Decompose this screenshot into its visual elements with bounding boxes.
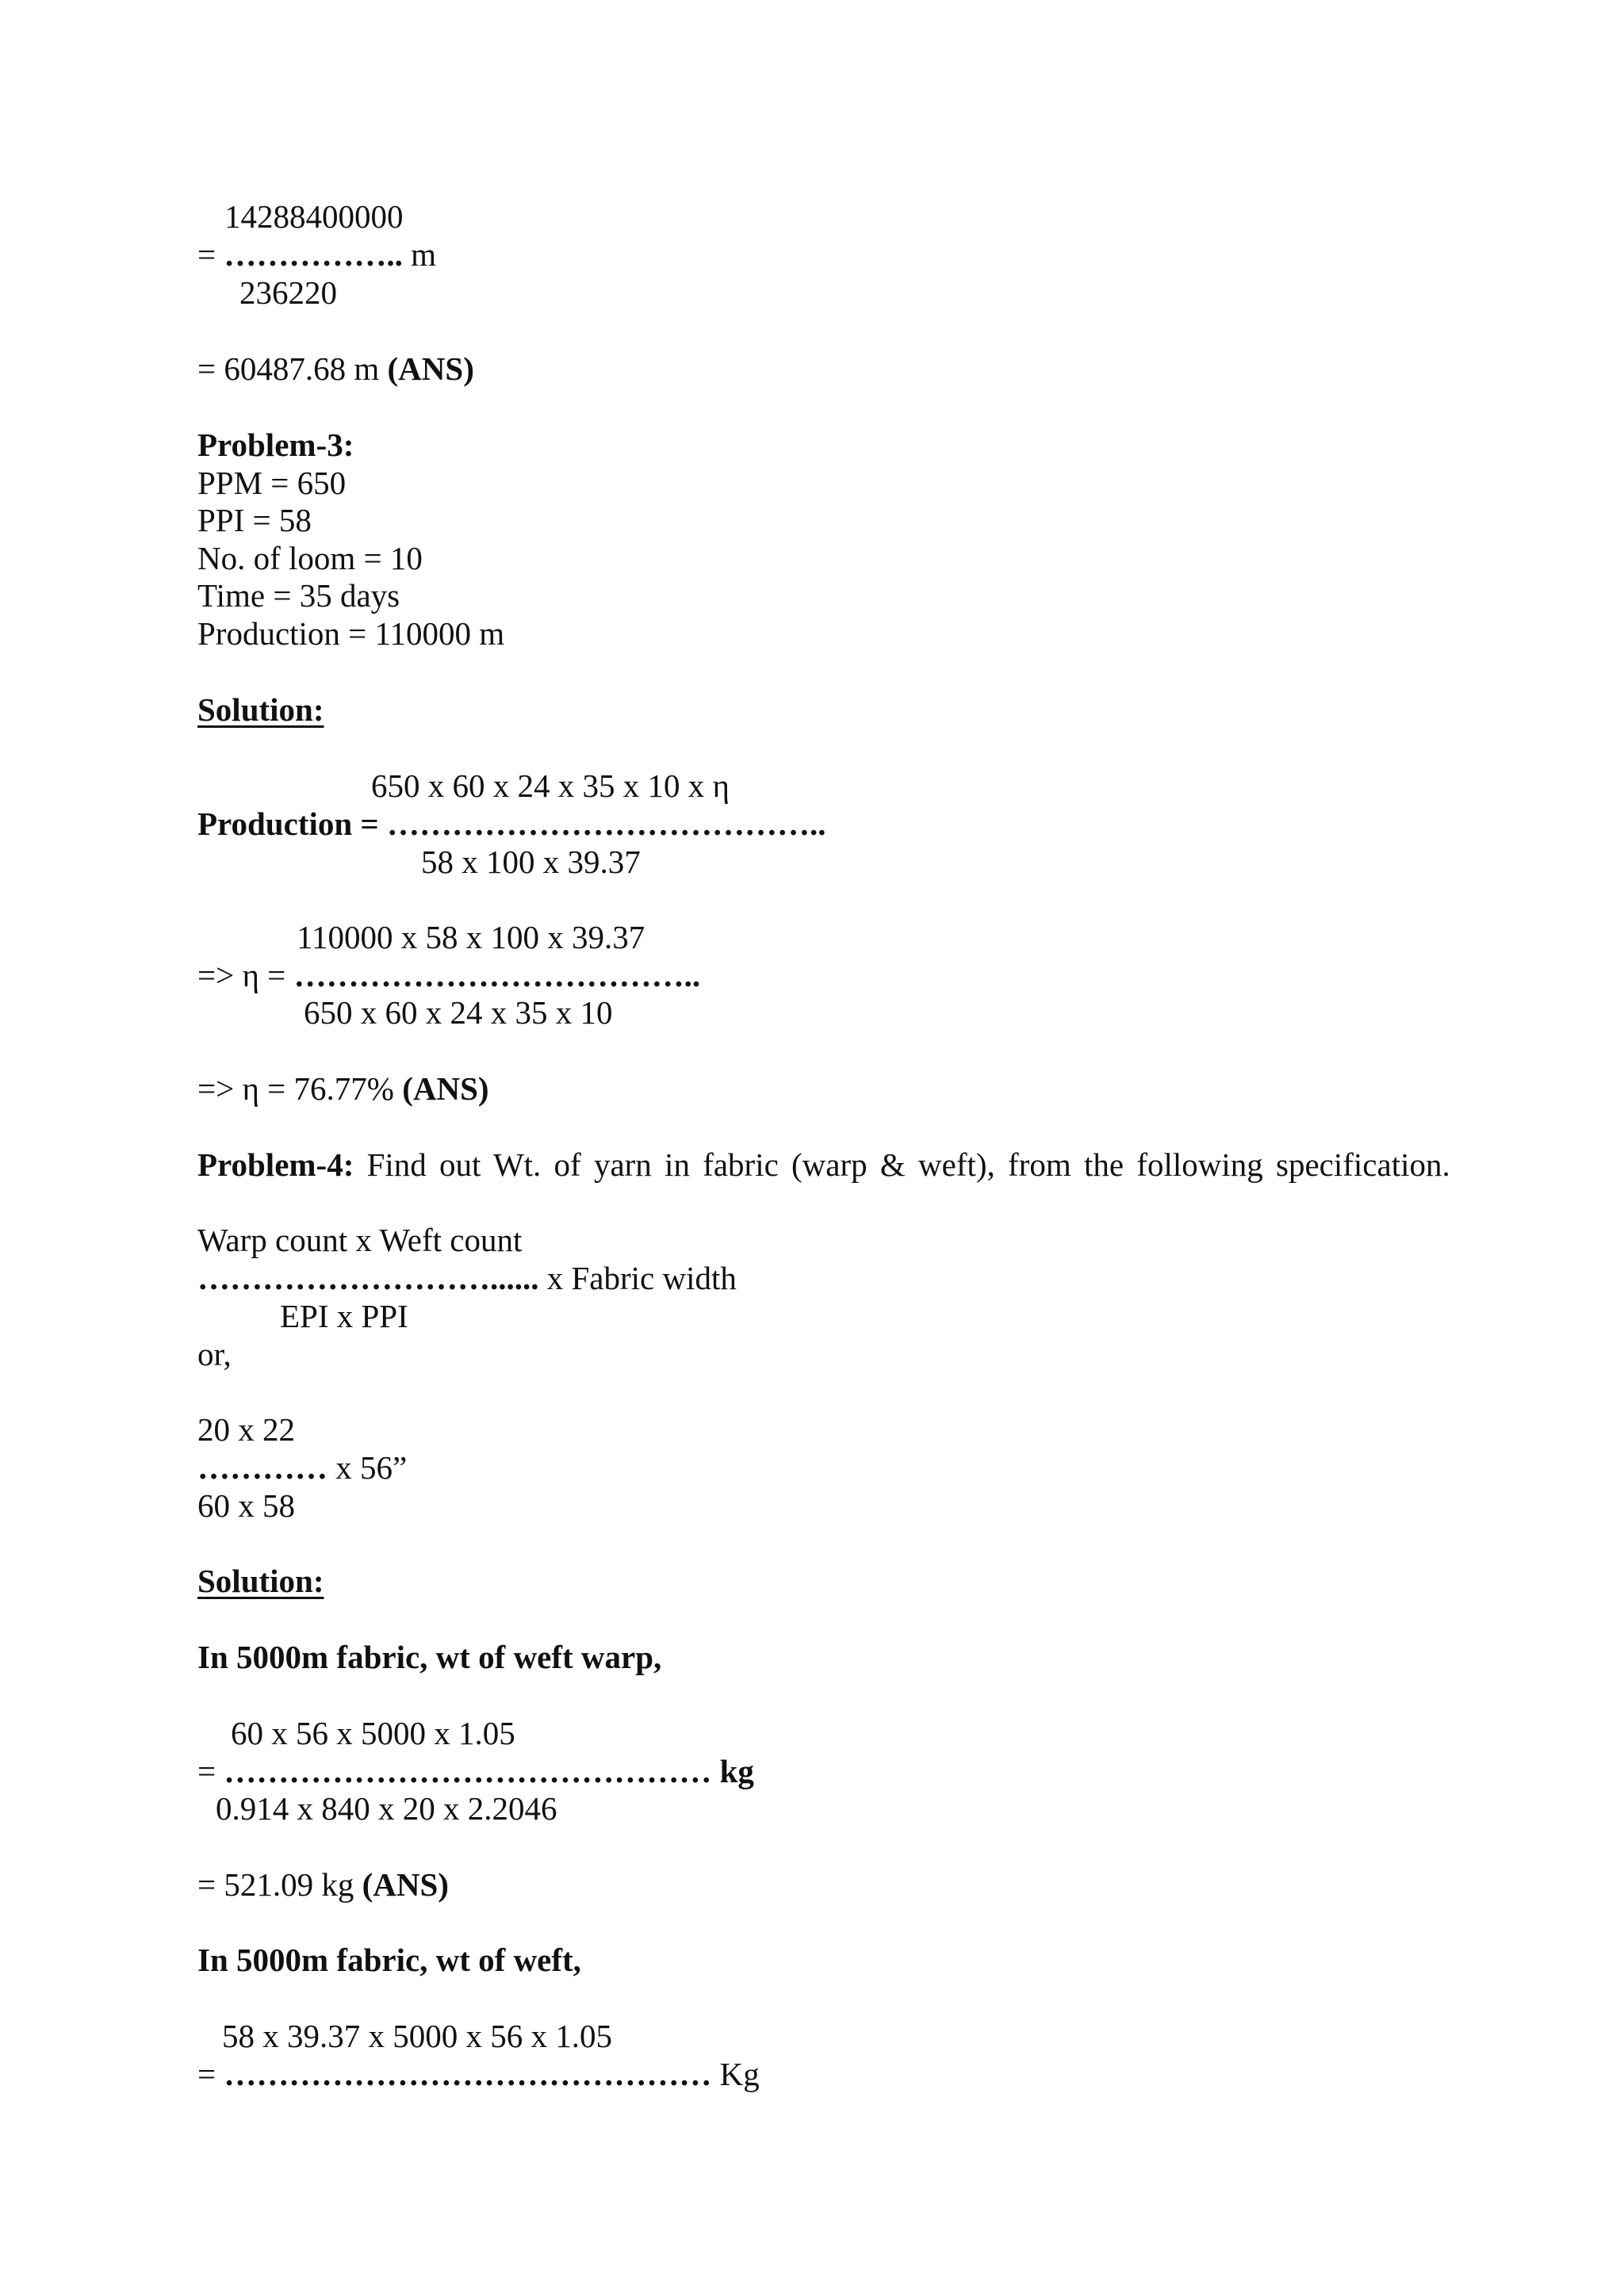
p3-eta-result-value: => η = 76.77% bbox=[197, 1070, 394, 1107]
p3-prod-denominator: 58 x 100 x 39.37 bbox=[421, 844, 641, 880]
p4-weft-heading: In 5000m fabric, wt of weft, bbox=[197, 1942, 581, 1978]
p4-spec-denominator: 60 x 58 bbox=[197, 1487, 295, 1524]
p3-eta-dots: ……………………………….. bbox=[293, 957, 701, 993]
problem4-line bbox=[197, 1146, 1450, 1184]
p4-warp-dots: ……………………………………… kg bbox=[224, 1753, 754, 1789]
p2-fraction-line bbox=[197, 235, 436, 274]
p2-result bbox=[197, 350, 474, 388]
p4-weft-numerator: 58 x 39.37 x 5000 x 56 x 1.05 bbox=[222, 2018, 612, 2054]
p4-warp-line bbox=[197, 1752, 754, 1790]
p4-warp-denominator: 0.914 x 840 x 20 x 2.2046 bbox=[216, 1790, 557, 1827]
p3-prod-numerator: 650 x 60 x 24 x 35 x 10 x η bbox=[371, 767, 730, 804]
p4-warp-heading: In 5000m fabric, wt of weft warp, bbox=[197, 1639, 662, 1675]
p4-spec-dots: ………… bbox=[197, 1449, 327, 1486]
p2-result-ans: (ANS) bbox=[387, 350, 474, 387]
p3-prod-label: Production = bbox=[197, 806, 388, 842]
p4-spec-line bbox=[197, 1448, 407, 1487]
p2-dots: …………….. bbox=[224, 236, 403, 273]
p4-warp-numerator: 60 x 56 x 5000 x 1.05 bbox=[231, 1715, 515, 1751]
p3-prod-line bbox=[197, 805, 826, 843]
p4-solution-heading: Solution: bbox=[197, 1563, 324, 1599]
p4-formula-line bbox=[197, 1259, 737, 1297]
p3-given-production: Production = 110000 m bbox=[197, 615, 505, 652]
p4-warp-result bbox=[197, 1866, 449, 1904]
p3-eta-line bbox=[197, 956, 700, 994]
p4-weft-line bbox=[197, 2055, 760, 2093]
p2-numerator: 14288400000 bbox=[224, 198, 404, 235]
p4-warp-result-value: = 521.09 kg bbox=[197, 1866, 354, 1903]
p3-eta-numerator: 110000 x 58 x 100 x 39.37 bbox=[297, 919, 645, 955]
p3-eta-denominator: 650 x 60 x 24 x 35 x 10 bbox=[304, 994, 613, 1031]
p4-weft-unit: Kg bbox=[711, 2056, 760, 2092]
p3-given-ppm: PPM = 650 bbox=[197, 465, 347, 501]
p3-eta-result-ans: (ANS) bbox=[402, 1070, 489, 1107]
p2-unit: m bbox=[411, 236, 437, 273]
problem4-statement: Find out Wt. of yarn in fabric (warp & weft), from the following specification. bbox=[366, 1146, 1450, 1183]
p4-formula-denominator: EPI x PPI bbox=[280, 1298, 408, 1334]
p4-formula-numerator: Warp count x Weft count bbox=[197, 1222, 523, 1258]
problem3-heading: Problem-3: bbox=[197, 427, 354, 463]
problem4-heading: Problem-4: bbox=[197, 1146, 354, 1183]
p3-given-time: Time = 35 days bbox=[197, 577, 400, 614]
p4-weft-dots: ……………………………………… bbox=[224, 2056, 712, 2092]
p3-prod-dots: ………………………………….. bbox=[387, 806, 826, 842]
p3-solution-heading: Solution: bbox=[197, 691, 324, 728]
p3-eta-prefix: => η = bbox=[197, 957, 294, 993]
p4-weft-prefix: = bbox=[197, 2056, 224, 2092]
p4-warp-prefix: = bbox=[197, 1753, 224, 1789]
p2-result-value: = 60487.68 m bbox=[197, 350, 380, 387]
p3-eta-result bbox=[197, 1070, 489, 1108]
p4-spec-suffix: x 56” bbox=[327, 1449, 408, 1486]
p2-eq: = bbox=[197, 236, 216, 273]
p2-denominator: 236220 bbox=[239, 274, 337, 311]
p3-given-looms: No. of loom = 10 bbox=[197, 540, 423, 576]
p4-or: or, bbox=[197, 1336, 232, 1372]
p4-formula-dots: ………………………...... bbox=[197, 1260, 539, 1296]
p4-warp-result-ans: (ANS) bbox=[362, 1866, 449, 1903]
p4-spec-numerator: 20 x 22 bbox=[197, 1411, 295, 1448]
p4-formula-suffix: x Fabric width bbox=[538, 1260, 737, 1296]
p3-given-ppi: PPI = 58 bbox=[197, 502, 312, 538]
